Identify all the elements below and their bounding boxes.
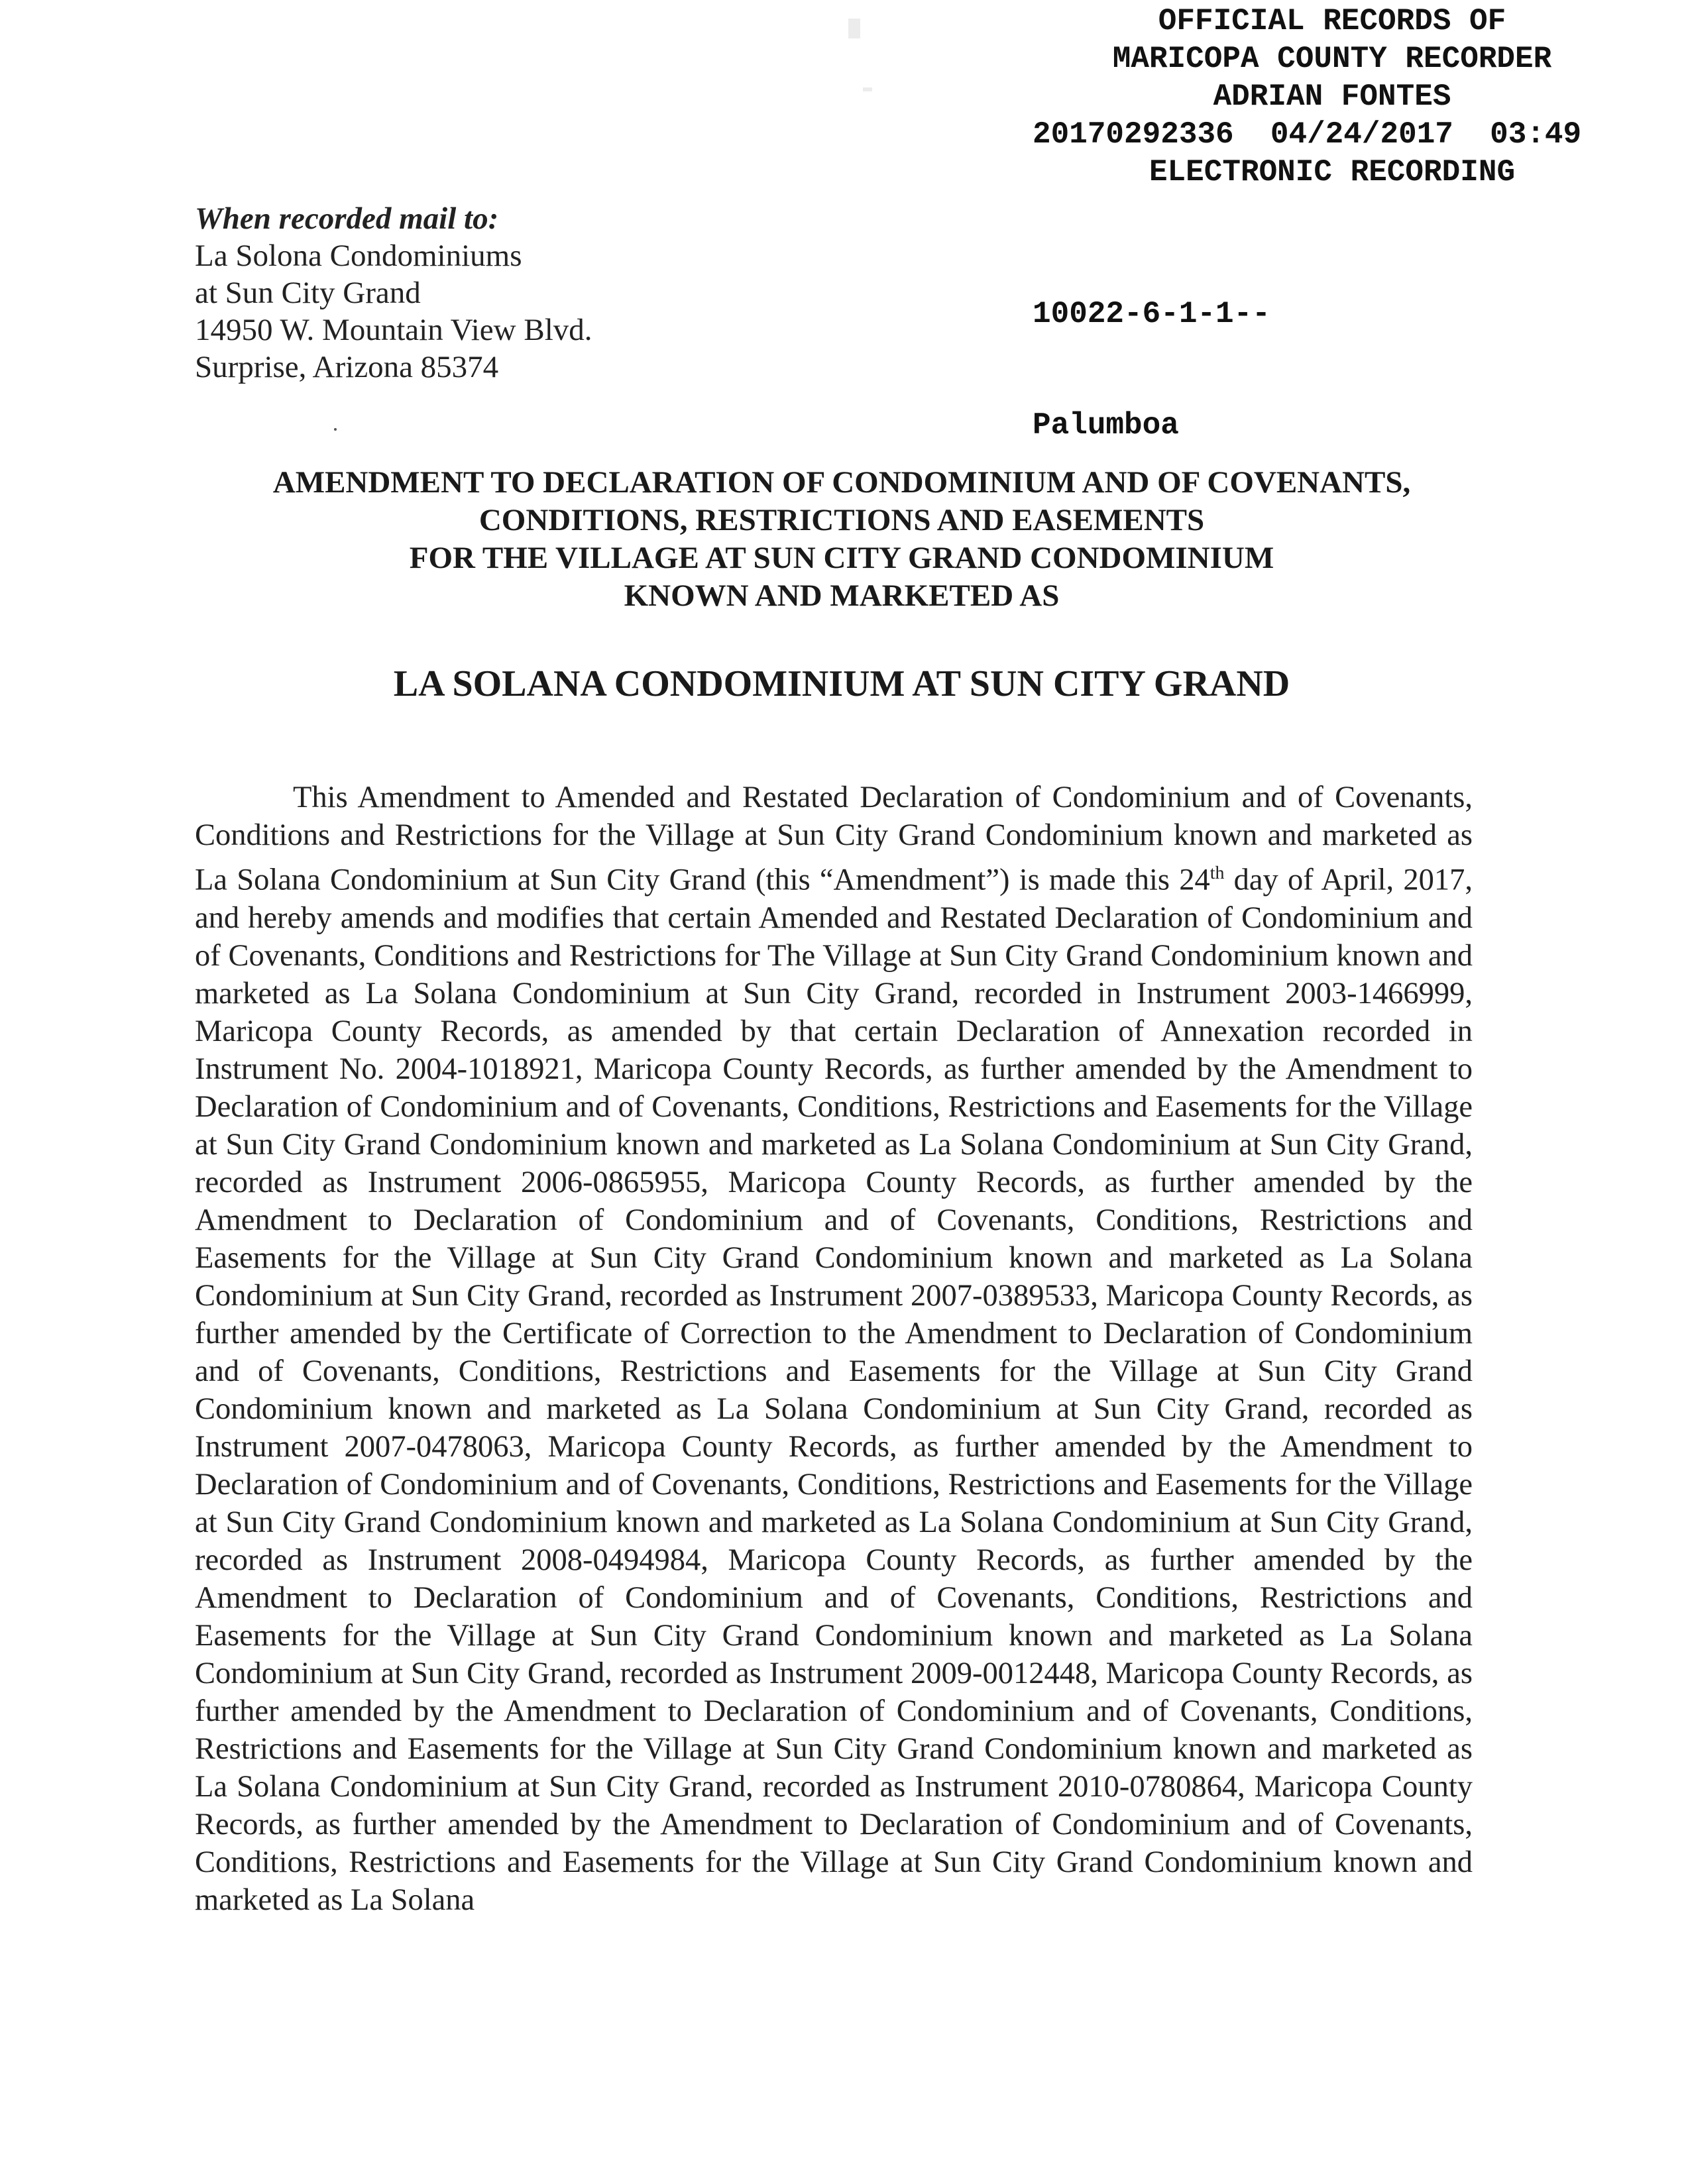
body-text-part-2: day of April, 2017, and hereby amends and modifies that certain Amended and Restated Declaration of Condominium and of Covenants, Conditions and Restrictions for The Village at Sun City Grand Condominium known and marketed as La Solana Condominium at Sun City Grand, recorded in Instrument 2003-1466999, Maricopa County Records, as amended by that certain Declaration of Annexation recorded in Instrument No. 2004-1018921, Maricopa County Records, as further amended by the Amendment to Declaration of Condominium and of Covenants, Conditions, Restrictions and Easements for the Village at Sun City Grand Condominium known and marketed as La Solana Condominium at Sun City Grand, recorded as Instrument 2006-0865955, Maricopa County Records, as further amended by the Amendment to Declaration of Condominium and of Covenants, Conditions, Restrictions and Easements for the Village at Sun City Grand Condominium known and marketed as La Solana Condominium at Sun City Grand, recorded as Instrument 2007-0389533, Maricopa County Records, as further amended by the Certificate of Correction to the Amendment to Declaration of Condominium and of Covenants, Conditions, Restrictions and Easements for the Village at Sun City Grand Condominium known and marketed as La Solana Condominium at Sun City Grand, recorded as Instrument 2007-0478063, Maricopa County Records, as further amended by the Amendment to Declaration of Condominium and of Covenants, Conditions, Restrictions and Easements for the Village at Sun City Grand Condominium known and marketed as La Solana Condominium at Sun City Grand, recorded as Instrument 2008-0494984, Maricopa County Records, as further amended by the Amendment to Declaration of Condominium and of Covenants, Conditions, Restrictions and Easements for the Village at Sun City Grand Condominium known and marketed as La Solana Condominium at Sun City Grand, recorded as Instrument 2009-0012448, Maricopa County Records, as further amended by the Amendment to Declaration of Condominium and of Covenants, Conditions, Restrictions and Easements for the Village at Sun City Grand Condominium known and marketed as La Solana Condominium at Sun City Grand, recorded as Instrument 2010-0780864, Maricopa County Records, as further amended by the Amendment to Declaration of Condominium and of Covenants, Conditions, Restrictions and Easements for the Village at Sun City Grand Condominium known and marketed as La Solana [195,863,1473,1917]
recorder-line-recorder-name: ADRIAN FONTES [1213,80,1451,114]
ordinal-suffix: th [1209,863,1225,883]
mail-to-line-1: La Solona Condominiums [195,239,522,273]
recorder-line-instrument-date-time: 20170292336 04/24/2017 03:49 [1033,117,1582,152]
mail-to-line-3: 14950 W. Mountain View Blvd. [195,313,592,347]
recorder-line-county-recorder: MARICOPA COUNTY RECORDER [1112,42,1552,76]
title-line-4: KNOWN AND MARKETED AS [624,578,1060,613]
stray-mark [334,428,337,431]
document-reference-name: Palumboa [1033,408,1179,443]
document-reference-code: 10022-6-1-1-- [1033,297,1270,331]
body-paragraph [195,779,1473,1919]
document-title [186,464,1498,705]
mail-to-line-4: Surprise, Arizona 85374 [195,350,499,384]
mail-to-address-block [195,200,592,386]
recorder-stamp [994,3,1670,191]
document-subtitle: LA SOLANA CONDOMINIUM AT SUN CITY GRAND [393,663,1290,704]
scan-artifact [848,19,860,38]
recorder-line-official-records: OFFICIAL RECORDS OF [1158,4,1506,38]
title-line-3: FOR THE VILLAGE AT SUN CITY GRAND CONDOMINIUM [409,541,1274,575]
title-line-2: CONDITIONS, RESTRICTIONS AND EASEMENTS [478,503,1205,537]
mail-to-label: When recorded mail to: [195,201,499,236]
document-reference [1033,221,1270,481]
scan-artifact [863,87,872,91]
mail-to-line-2: at Sun City Grand [195,276,421,310]
body-text-part-1: This Amendment to Amended and Restated Declaration of Condominium and of Covenants, Conditions and Restrictions for the Village at Sun City Grand Condominium known and marketed as La Solana Condominium at Sun City Grand (this “Amendment”) is made this 24 [195,781,1473,897]
title-line-1: AMENDMENT TO DECLARATION OF CONDOMINIUM AND OF COVENANTS, [272,465,1411,500]
recorder-line-recording-type: ELECTRONIC RECORDING [1149,155,1516,190]
